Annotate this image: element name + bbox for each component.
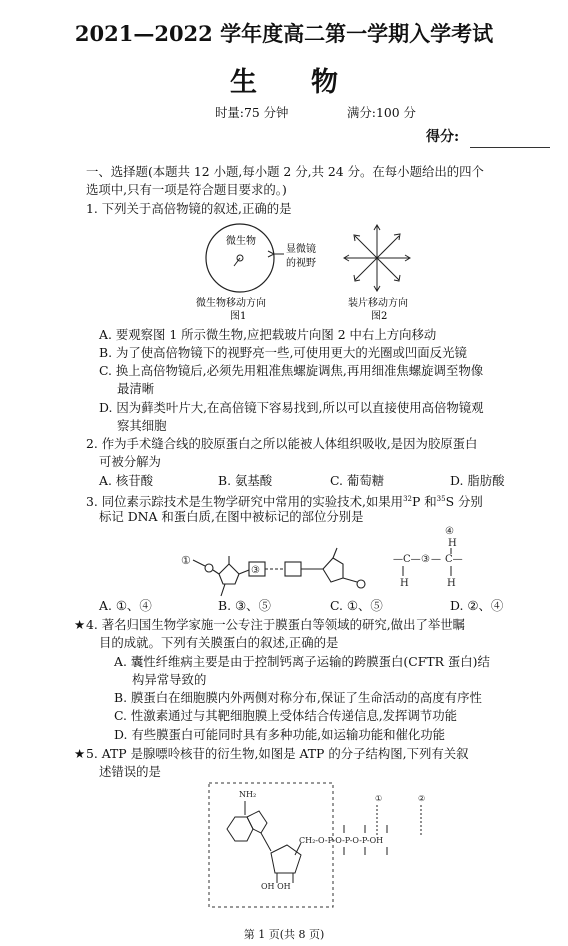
score-label: 得分:: [426, 129, 460, 145]
q3-option-b[interactable]: B. ③、⑤: [218, 598, 271, 613]
q2-stem-cont: 可被分解为: [99, 454, 161, 469]
q4-option-c[interactable]: C. 性激素通过与其靶细胞膜上受体结合传递信息,发挥调节功能: [114, 708, 458, 723]
q1-option-d[interactable]: D. 因为藓类叶片大,在高倍镜下容易找到,所以可以直接使用高倍物镜观: [99, 400, 484, 415]
exam-title: 2021—2022 学年度高二第一学期入学考试: [74, 21, 494, 46]
q5-star-icon: ★: [74, 746, 86, 761]
q1-option-b[interactable]: B. 为了使高倍物镜下的视野亮一些,可使用更大的光圈或凹面反光镜: [99, 345, 467, 360]
q4-star-icon: ★: [74, 617, 86, 632]
q2-option-d[interactable]: D. 脂肪酸: [450, 473, 505, 488]
q4-option-b[interactable]: B. 膜蛋白在细胞膜内外两侧对称分布,保证了生命活动的高度有序性: [114, 690, 482, 705]
svg-text:C—: C—: [445, 554, 463, 565]
svg-text:—: —: [431, 554, 441, 565]
q1-figures: [190, 218, 420, 324]
score-blank[interactable]: [470, 147, 550, 148]
svg-text:③: ③: [251, 565, 260, 576]
q4-stem: 4. 著名归国生物学家施一公专注于膜蛋白等领域的研究,做出了举世瞩: [86, 617, 466, 632]
fig1-view-label-1: 显微镜: [286, 244, 316, 255]
q1-option-d-cont: 察其细胞: [117, 418, 167, 433]
q2-option-a[interactable]: A. 核苷酸: [99, 473, 153, 488]
page-number: 第 1 页(共 8 页): [243, 928, 325, 941]
svg-text:H: H: [447, 578, 456, 589]
q2-option-c[interactable]: C. 葡萄糖: [330, 473, 385, 488]
svg-text:NH₂: NH₂: [239, 790, 257, 799]
fig2-caption-1: 装片移动方向: [348, 298, 408, 309]
fig2-arrows: [344, 225, 410, 291]
q3-option-a[interactable]: A. ①、④: [99, 598, 152, 613]
q3-option-c[interactable]: C. ①、⑤: [330, 598, 383, 613]
q1-option-a[interactable]: A. 要观察图 1 所示微生物,应把载玻片向图 2 中右上方向移动: [99, 327, 437, 342]
atp-structure: [205, 781, 465, 911]
time-limit: 时量:75 分钟: [215, 105, 289, 120]
fig1-caption-1: 微生物移动方向: [196, 298, 266, 309]
q5-stem-cont: 述错误的是: [99, 764, 161, 779]
q1-option-c[interactable]: C. 换上高倍物镜后,必须先用粗准焦螺旋调焦,再用细准焦螺旋调至物像: [99, 363, 484, 378]
svg-text:H: H: [400, 578, 409, 589]
svg-text:H: H: [448, 538, 457, 549]
q4-option-a-cont: 构异常导致的: [132, 672, 207, 687]
svg-text:④: ④: [445, 526, 454, 537]
q2-stem: 2. 作为手术缝合线的胶原蛋白之所以能被人体组织吸收,是因为胶原蛋白: [86, 436, 478, 451]
q4-stem-cont: 目的成就。下列有关膜蛋白的叙述,正确的是: [99, 635, 339, 650]
q3-stem-cont: 标记 DNA 和蛋白质,在图中被标记的部位分别是: [99, 509, 364, 524]
svg-text:OH OH: OH OH: [261, 882, 291, 891]
q2-option-b[interactable]: B. 氨基酸: [218, 473, 273, 488]
section-heading: 一、选择题(本题共 12 小题,每小题 2 分,共 24 分。在每小题给出的四个: [86, 164, 484, 179]
subject-title: 生 物: [230, 67, 338, 98]
svg-text:CH₂-O-P-O-P-O-P-OH: CH₂-O-P-O-P-O-P-OH: [299, 836, 384, 845]
svg-text:①: ①: [181, 554, 191, 567]
svg-text:②: ②: [418, 794, 426, 803]
q3-option-d[interactable]: D. ②、④: [450, 598, 504, 613]
fig1-microbe-label: 微生物: [226, 236, 256, 247]
svg-text:—C—: —C—: [393, 554, 421, 565]
fig2-caption-2: 图2: [371, 311, 388, 322]
svg-text:①: ①: [375, 794, 383, 803]
fig1-view-label-2: 的视野: [286, 258, 316, 269]
svg-text:③: ③: [421, 554, 430, 565]
full-score: 满分:100 分: [347, 105, 416, 120]
q4-option-d[interactable]: D. 有些膜蛋白可能同时具有多种功能,如运输功能和催化功能: [114, 727, 446, 742]
section-heading-2: 选项中,只有一项是符合题目要求的。): [86, 182, 287, 197]
q1-option-c-cont: 最清晰: [117, 381, 155, 396]
q3-stem: 3. 同位素示踪技术是生物学研究中常用的实验技术,如果用$^{32}$P 和$^{35}$S 分别: [86, 494, 483, 510]
q1-stem: 1. 下列关于高倍物镜的叙述,正确的是: [86, 201, 292, 216]
q3-figures: [175, 526, 475, 598]
fig1-caption-2: 图1: [230, 311, 247, 322]
q4-option-a[interactable]: A. 囊性纤维病主要是由于控制钙离子运输的跨膜蛋白(CFTR 蛋白)结: [114, 654, 490, 669]
q5-stem: 5. ATP 是腺嘌呤核苷的衍生物,如图是 ATP 的分子结构图,下列有关叙: [86, 746, 469, 761]
